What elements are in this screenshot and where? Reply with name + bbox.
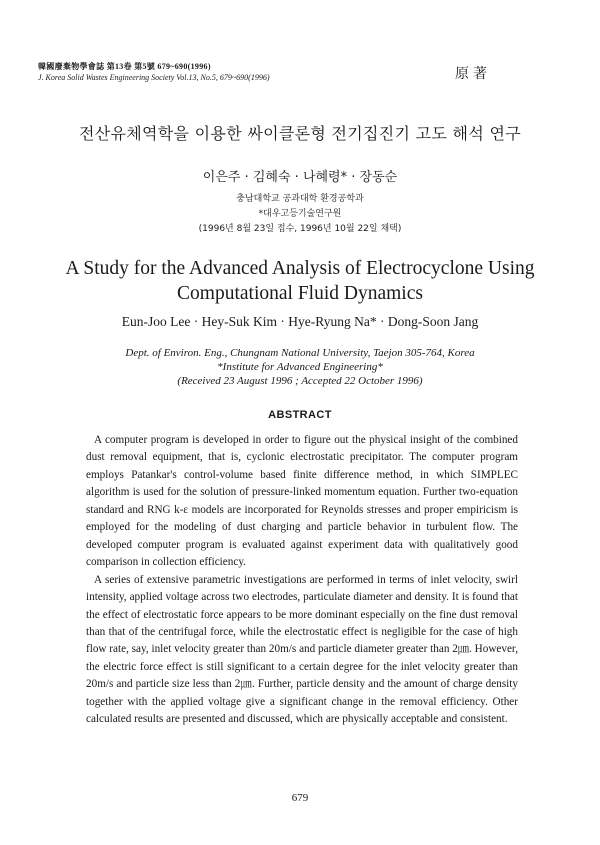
- korean-affiliation-2: *대우고등기술연구원: [258, 209, 342, 219]
- korean-authors: 이은주 · 김혜숙 · 나혜령* · 장동순: [202, 170, 398, 185]
- article-type-label: 原著: [455, 66, 491, 82]
- english-affiliation-2: *Institute for Advanced Engineering*: [217, 361, 383, 373]
- english-affiliation-1: Dept. of Environ. Eng., Chungnam National University, Taejon 305-764, Korea: [125, 347, 475, 359]
- korean-dates: (1996년 8월 23일 접수, 1996년 10월 22일 채택): [198, 224, 402, 234]
- abstract-body: [86, 432, 518, 729]
- journal-header: [38, 61, 270, 83]
- journal-citation-english: J. Korea Solid Wastes Engineering Society Vol.13, No.5, 679~690(1996): [38, 73, 270, 82]
- english-title: [0, 256, 600, 306]
- abstract-paragraph-2: A series of extensive parametric investigations are performed in terms of inlet velocity, swirl intensity, applied voltage across two electrodes, particulate diameter and density. It is found that the effect of electrostatic force appears to be more dominant especially on the fine dust removal than that of the centrifugal force, while the electrostatic effect is negligible for the case of high flow rate, say, inlet velocity greater than 20m/s and particle diameter greater than 2㎛. However, the electric force effect is still significant to a certain degree for the inlet velocity greater than 20m/s and particle size less than 2㎛. Further, particle density and the amount of charge density together with the applied voltage give a significant change in the removal efficiency. Other calculated results are presented and discussed, which are physically acceptable and consistent.: [86, 573, 518, 726]
- english-title-line-1: A Study for the Advanced Analysis of Electrocyclone Using: [65, 258, 535, 279]
- abstract-paragraph-1: A computer program is developed in order to figure out the physical insight of the combined dust removal equipment, that is, cyclonic electrostatic precipitator. The computer program employs Patankar's control-volume based finite difference method, in which SIMPLEC algorithm is used for the solution of pressure-linked momentum equation. Further two-equation standard and RNG k-ε models are incorporated for Reynolds stresses and proper empiricism is employed for the modeling of dust charging and particle behavior in turbulent flow. The developed computer program is evaluated against experiment data with qualitatively good comparison in collection efficiency.: [86, 434, 518, 569]
- page-number: 679: [291, 792, 309, 804]
- english-authors: Eun-Joo Lee · Hey-Suk Kim · Hye-Ryung Na* · Dong-Soon Jang: [121, 314, 479, 329]
- english-affiliations: [0, 346, 600, 388]
- journal-citation-korean: 韓國廢棄物學會誌 第13卷 第5號 679~690(1996): [38, 62, 211, 71]
- korean-affiliations: [0, 192, 600, 237]
- english-dates: (Received 23 August 1996 ; Accepted 22 October 1996): [177, 375, 423, 387]
- english-title-line-2: Computational Fluid Dynamics: [177, 283, 423, 304]
- korean-affiliation-1: 충남대학교 공과대학 환경공학과: [236, 194, 364, 204]
- abstract-heading: ABSTRACT: [268, 409, 332, 421]
- korean-title: 전산유체역학을 이용한 싸이클론형 전기집진기 고도 해석 연구: [79, 124, 521, 143]
